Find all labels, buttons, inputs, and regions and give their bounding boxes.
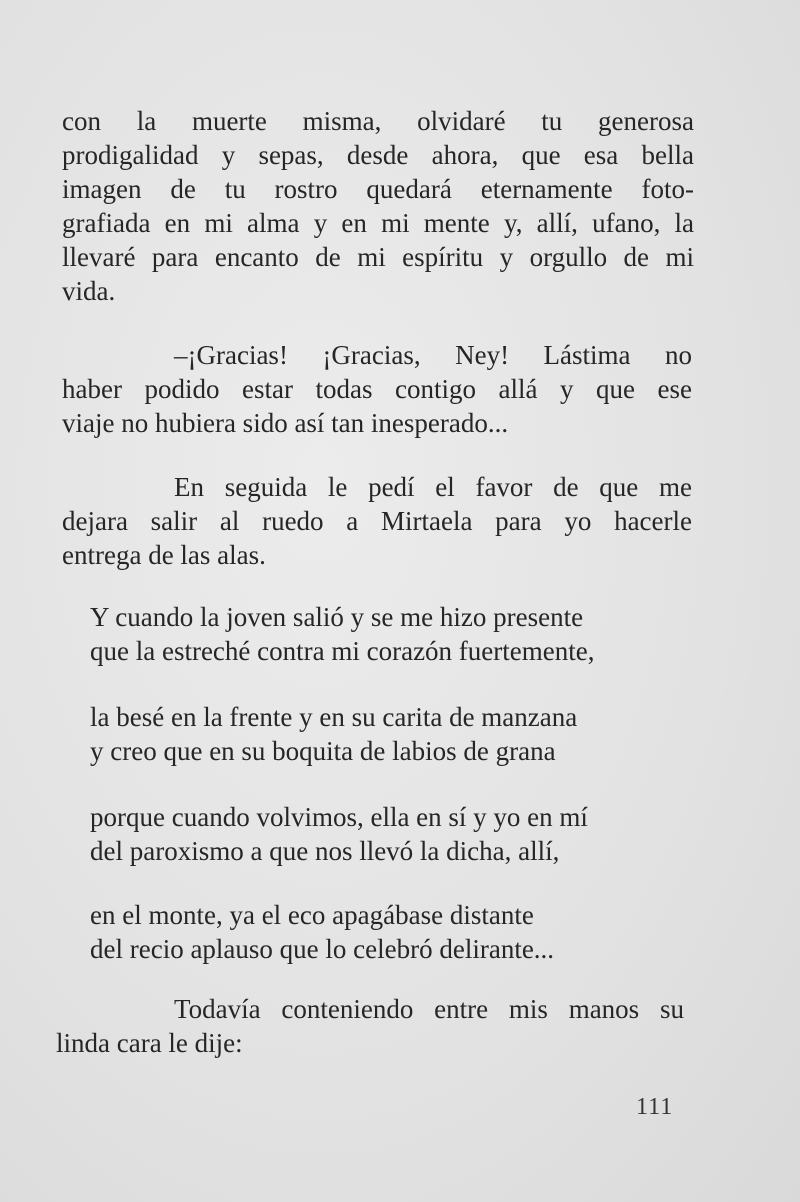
page-number: 111	[636, 1094, 674, 1120]
paragraph-2-line-1: –¡Gracias! ¡Gracias, Ney! Lástima no	[174, 340, 692, 370]
paragraph-1-line-1: con la muerte misma, olvidaré tu generosa	[62, 106, 694, 136]
paragraph-3-line-1: En seguida le pedí el favor de que me	[174, 472, 692, 502]
verse-4-line-2: del recio aplauso que lo celebró delirante...	[90, 934, 555, 964]
paragraph-4-line-2: linda cara le dije:	[56, 1028, 243, 1058]
verse-2-line-1: la besé en la frente y en su carita de manzana	[90, 702, 578, 732]
verse-3-line-2: del paroxismo a que nos llevó la dicha, allí,	[90, 836, 560, 866]
paragraph-1-line-2: prodigalidad y sepas, desde ahora, que esa bella	[62, 140, 694, 170]
paragraph-4-line-1: Todavía conteniendo entre mis manos su	[174, 994, 684, 1024]
paragraph-3-line-3: entrega de las alas.	[62, 540, 266, 570]
verse-4-line-1: en el monte, ya el eco apagábase distante	[90, 900, 534, 930]
verse-3-line-1: porque cuando volvimos, ella en sí y yo en mí	[90, 802, 588, 832]
paragraph-2-line-2: haber podido estar todas contigo allá y que ese	[62, 374, 692, 404]
paragraph-1-line-4: grafiada en mi alma y en mi mente y, allí, ufano, la	[62, 208, 694, 238]
paragraph-2-line-3: viaje no hubiera sido así tan inesperado...	[62, 408, 509, 438]
paragraph-1-line-6: vida.	[62, 276, 116, 306]
paragraph-3-line-2: dejara salir al ruedo a Mirtaela para yo hacerle	[62, 506, 692, 536]
verse-2-line-2: y creo que en su boquita de labios de grana	[90, 736, 556, 766]
paragraph-1-line-3: imagen de tu rostro quedará eternamente foto-	[62, 174, 694, 204]
paragraph-1-line-5: llevaré para encanto de mi espíritu y orgullo de mi	[62, 242, 694, 272]
verse-1-line-1: Y cuando la joven salió y se me hizo presente	[90, 602, 584, 632]
verse-1-line-2: que la estreché contra mi corazón fuertemente,	[90, 636, 595, 666]
